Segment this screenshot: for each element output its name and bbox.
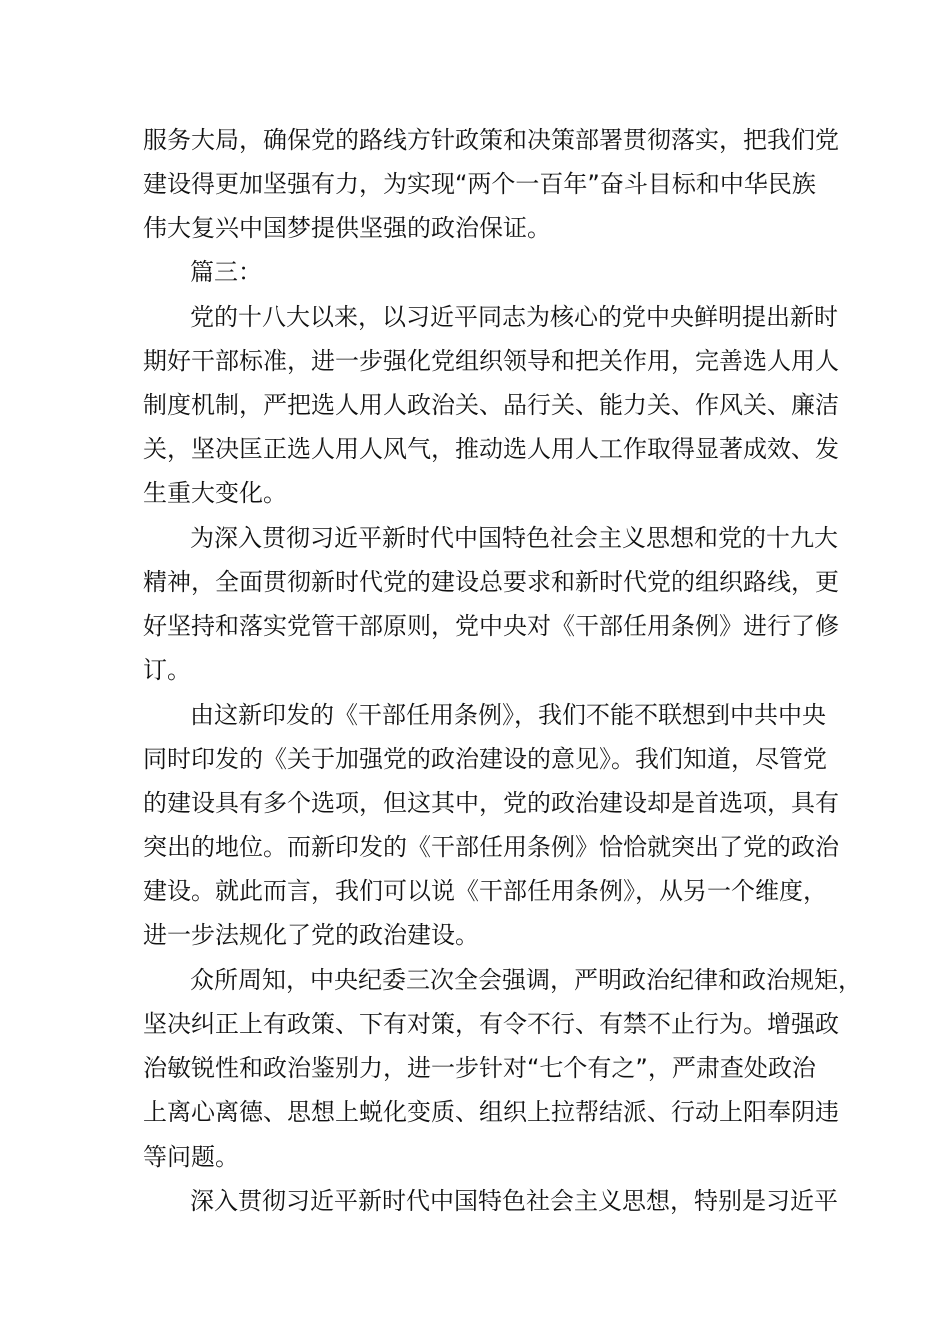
text-line: 为深入贯彻习近平新时代中国特色社会主义思想和党的十九大 xyxy=(190,524,838,552)
text-line: 上离心离德、思想上蜕化变质、组织上拉帮结派、行动上阳奉阴违 xyxy=(143,1098,839,1126)
text-line: 生重大变化。 xyxy=(143,479,287,507)
text-line: 众所周知，中央纪委三次全会强调，严明政治纪律和政治规矩， xyxy=(190,966,862,994)
text-line: 同时印发的《关于加强党的政治建设的意见》。我们知道，尽管党 xyxy=(143,745,827,773)
text-line: 订。 xyxy=(143,656,191,684)
text-line: 服务大局，确保党的路线方针政策和决策部署贯彻落实，把我们党 xyxy=(143,126,839,154)
text-line: 期好干部标准，进一步强化党组织领导和把关作用，完善选人用人 xyxy=(143,347,839,375)
text-line: 由这新印发的《干部任用条例》，我们不能不联想到中共中央 xyxy=(190,701,826,729)
text-line: 坚决纠正上有政策、下有对策，有令不行、有禁不止行为。增强政 xyxy=(143,1010,839,1038)
text-line: 深入贯彻习近平新时代中国特色社会主义思想，特别是习近平 xyxy=(190,1187,838,1215)
text-line: 的建设具有多个选项，但这其中，党的政治建设却是首选项，具有 xyxy=(143,789,839,817)
text-line: 建设。就此而言，我们可以说《干部任用条例》，从另一个维度， xyxy=(143,877,827,905)
text-line: 等问题。 xyxy=(143,1143,239,1171)
text-line: 伟大复兴中国梦提供坚强的政治保证。 xyxy=(143,214,551,242)
text-line: 突出的地位。而新印发的《干部任用条例》恰恰就突出了党的政治 xyxy=(143,833,839,861)
text-line: 关，坚决匡正选人用人风气，推动选人用人工作取得显著成效、发 xyxy=(143,435,839,463)
text-line: 治敏锐性和政治鉴别力，进一步针对“七个有之”，严肃查处政治 xyxy=(143,1054,816,1082)
text-line: 制度机制，严把选人用人政治关、品行关、能力关、作风关、廉洁 xyxy=(143,391,839,419)
text-line: 好坚持和落实党管干部原则，党中央对《干部任用条例》进行了修 xyxy=(143,612,839,640)
text-line: 进一步法规化了党的政治建设。 xyxy=(143,921,479,949)
text-line: 精神，全面贯彻新时代党的建设总要求和新时代党的组织路线，更 xyxy=(143,568,839,596)
text-line: 党的十八大以来，以习近平同志为核心的党中央鲜明提出新时 xyxy=(190,303,838,331)
text-line: 建设得更加坚强有力，为实现“两个一百年”奋斗目标和中华民族 xyxy=(143,170,816,198)
section-heading: 篇三： xyxy=(190,258,262,286)
